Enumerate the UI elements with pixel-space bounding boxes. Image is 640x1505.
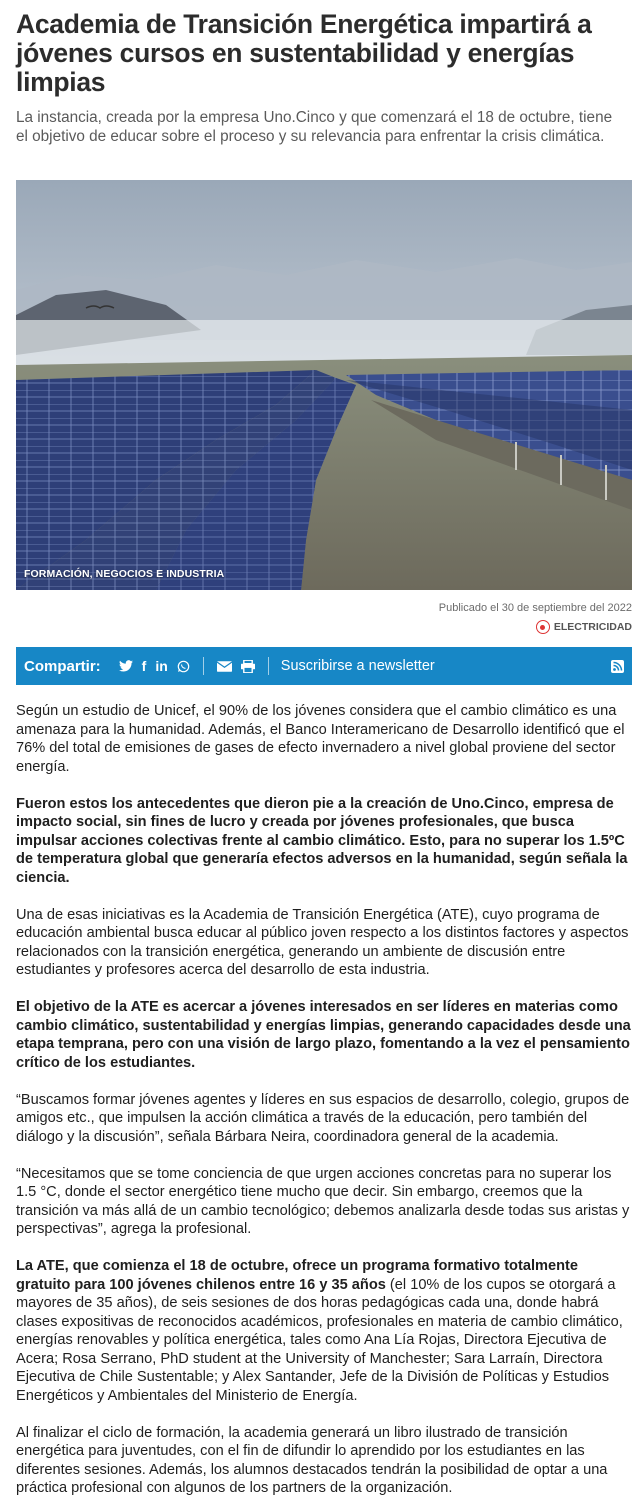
linkedin-icon[interactable]: in [155, 658, 168, 674]
paragraph: Al finalizar el ciclo de formación, la academia generará un libro ilustrado de transición energética para juventudes, con el fin de difundir lo aprendido por los estudiantes en las diferentes sesiones. Además, los alumnos destacados tendrán la posibilidad de optar a una práctica profesional con algunos de los partners de la organización. [16, 1424, 608, 1496]
paragraph: Una de esas iniciativas es la Academia de Transición Energética (ATE), cuyo programa de educación ambiental busca educar al público joven respecto a los distintos factores y aspectos relacionados con la transición energética, generando un ambiente de discusión entre estudiantes y profesores acerca del desarrollo de esta industria. [16, 906, 629, 978]
solar-farm-photo [16, 180, 632, 590]
twitter-icon[interactable] [119, 660, 133, 672]
email-icon[interactable] [217, 661, 232, 672]
paragraph: “Necesitamos que se tome conciencia de que urgen acciones concretas para no superar los 1.5 °C, donde el sector energético tiene mucho que decir. Sin embargo, creemos que la transición va más allá de un cambio tecnológico; debemos analizarla desde todas sus aristas y perspectivas”, agrega la profesional. [16, 1165, 630, 1237]
paragraph: “Buscamos formar jóvenes agentes y líderes en sus espacios de desarrollo, colegio, grupos de amigos etc., que impulsen la acción climática a través de la educación, pero también del diálogo y la discusión”, señala Bárbara Neira, coordinadora general de la academia. [16, 1091, 630, 1145]
paragraph-highlight: La ATE, que comienza el 18 de octubre, ofrece un programa formativo totalmente gratuito para 100 jóvenes chilenos entre 16 y 35 años [16, 1258, 578, 1293]
facebook-icon[interactable]: f [141, 658, 147, 674]
share-label: Compartir: [24, 657, 101, 675]
share-divider [268, 657, 269, 675]
share-bar [16, 647, 632, 685]
category-label: ELECTRICIDAD [553, 621, 632, 633]
article-lead: La instancia, creada por la empresa Uno.Cinco y que comenzará el 18 de octubre, tiene el objetivo de educar sobre el proceso y su relevancia para enfrentar la crisis climática. [16, 109, 613, 145]
paragraph-bold: Fueron estos los antecedentes que dieron pie a la creación de Uno.Cinco, empresa de impacto social, sin fines de lucro y creada por jóvenes profesionales, que busca impulsar acciones colectivas frente al cambio climático. Esto, para no superar los 1.5ºC de temperatura global que generaría efectos adversos en la humanidad, según señala la ciencia. [16, 795, 628, 886]
article-headline: Academia de Transición Energética impartirá a jóvenes cursos en sustentabilidad y energías limpias [16, 9, 592, 97]
newsletter-link[interactable]: Suscribirse a newsletter [280, 658, 435, 674]
published-date: Publicado el 30 de septiembre del 2022 [438, 602, 632, 614]
hero-caption[interactable]: FORMACIÓN, NEGOCIOS E INDUSTRIA [24, 568, 225, 580]
whatsapp-icon[interactable] [177, 660, 190, 673]
paragraph: Según un estudio de Unicef, el 90% de los jóvenes considera que el cambio climático es una amenaza para la humanidad. Además, el Banco Interamericano de Desarrollo identificó que el 76% del total de emisiones de gases de efecto invernadero a nivel global proviene del sector energía. [16, 703, 625, 775]
article-body [16, 702, 632, 1505]
paragraph [16, 1257, 632, 1405]
paragraph-bold: El objetivo de la ATE es acercar a jóvenes interesados en ser líderes en materias como cambio climático, sustentabilidad y energías limpias, generando capacidades desde una etapa temprana, pero con una visión de largo plazo, fomentando a la vez el pensamiento crítico de los estudiantes. [16, 999, 631, 1071]
hero-image [16, 180, 632, 590]
rss-icon[interactable] [611, 660, 624, 673]
paragraph-text: (el 10% de los cupos se otorgará a mayores de 35 años), de seis sesiones de dos horas pedagógicas cada una, donde habrá clases expositivas de reconocidos académicos, profesionales en materia de cambio climático, energías renovables y política energética, tales como Ana Lía Rojas, Directora Ejecutiva de Acera; Rosa Serrano, PhD student at the University of Manchester; Sara Larraín, Directora Ejecutiva de Chile Sustentable; y Alex Santander, Jefe de la División de Políticas y Estudios Energéticos y Ambientales del Ministerio de Energía. [16, 1276, 623, 1404]
share-divider [203, 657, 204, 675]
print-icon[interactable] [241, 660, 255, 673]
share-icons [119, 657, 273, 675]
target-icon [536, 620, 550, 634]
category-tag[interactable] [536, 620, 632, 634]
